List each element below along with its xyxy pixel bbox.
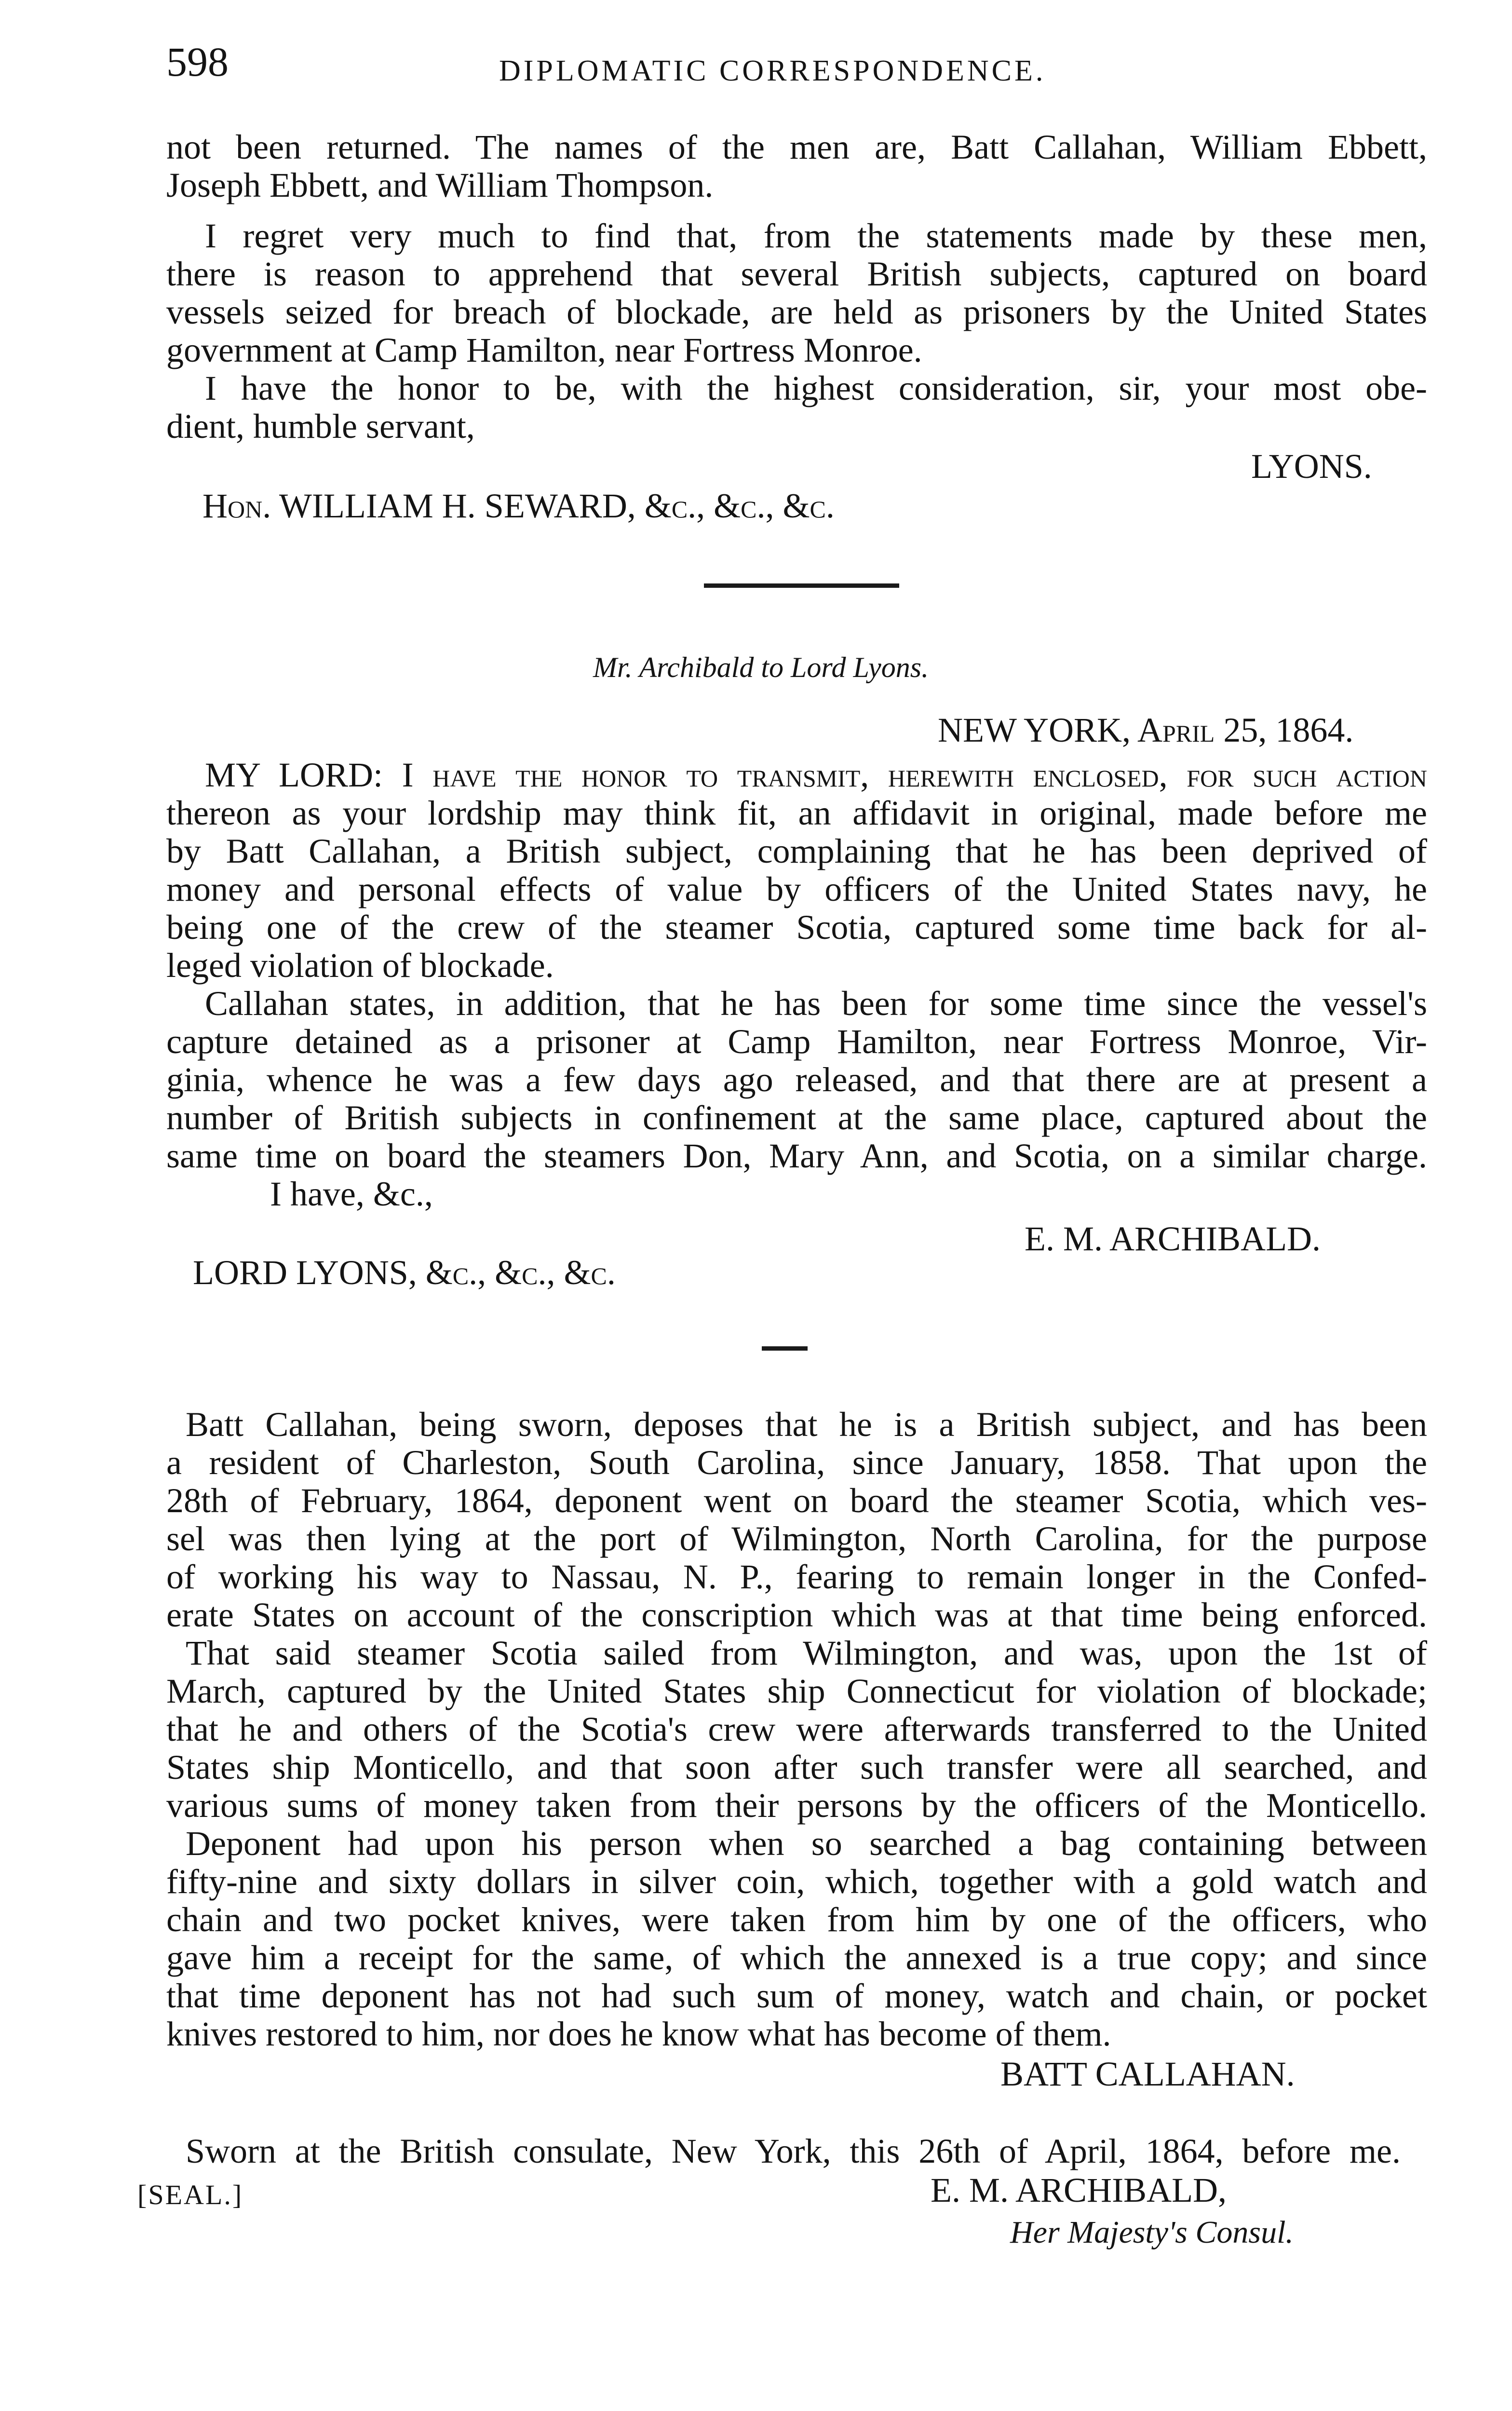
- letter2-line-7: Callahan states, in addition, that he has been for some time since the vessel's: [205, 984, 1427, 1023]
- letter2-line-8: capture detained as a prisoner at Camp Hamilton, near Fortress Monroe, Vir-: [166, 1022, 1427, 1061]
- seal-label: [SEAL.]: [137, 2179, 243, 2210]
- affidavit-signature: BATT CALLAHAN.: [1000, 2055, 1295, 2093]
- letter2-line-4: money and personal effects of value by officers of the United States navy, he: [166, 870, 1427, 908]
- letter1-line-8: dient, humble servant,: [166, 407, 475, 446]
- section-rule: [704, 583, 899, 588]
- consul-name: E. M. ARCHIBALD,: [931, 2171, 1227, 2209]
- letter2-addressee: LORD LYONS, &c., &c., &c.: [193, 1253, 616, 1292]
- letter2-line-9: ginia, whence he was a few days ago released, and that there are at present a: [166, 1060, 1427, 1099]
- affidavit-line-14: chain and two pocket knives, were taken from him by one of the officers, who: [166, 1900, 1427, 1939]
- letter1-line-3: I regret very much to find that, from the statements made by these men,: [205, 217, 1427, 255]
- letter1-signature: LYONS.: [1251, 447, 1372, 486]
- consul-title: Her Majesty's Consul.: [1010, 2215, 1294, 2250]
- affidavit-line-17: knives restored to him, nor does he know what has become of them.: [166, 2015, 1111, 2053]
- affidavit-line-12: Deponent had upon his person when so searched a bag containing between: [186, 1824, 1427, 1863]
- letter2-line-5: being one of the crew of the steamer Scotia, captured some time back for al-: [166, 908, 1427, 947]
- letter1-addressee: Hon. WILLIAM H. SEWARD, &c., &c., &c.: [202, 487, 835, 525]
- affidavit-line-11: various sums of money taken from their persons by the officers of the Monticello.: [166, 1786, 1427, 1825]
- letter2-signature: E. M. ARCHIBALD.: [1025, 1219, 1321, 1258]
- letter2-closing: I have, &c.,: [270, 1175, 433, 1213]
- affidavit-line-4: sel was then lying at the port of Wilmington, North Carolina, for the purpose: [166, 1519, 1427, 1558]
- letter2-line-2: thereon as your lordship may think fit, an affidavit in original, made before me: [166, 794, 1427, 832]
- affidavit-line-10: States ship Monticello, and that soon after such transfer were all searched, and: [166, 1748, 1427, 1787]
- affidavit-line-5: of working his way to Nassau, N. P., fearing to remain longer in the Confed-: [166, 1558, 1427, 1596]
- affidavit-line-6: erate States on account of the conscription which was at that time being enforced.: [166, 1596, 1427, 1634]
- letter2-line-1: MY LORD: I have the honor to transmit, herewith enclosed, for such action: [205, 756, 1427, 794]
- affidavit-line-3: 28th of February, 1864, deponent went on board the steamer Scotia, which ves-: [166, 1481, 1427, 1520]
- affidavit-line-15: gave him a receipt for the same, of which the annexed is a true copy; and since: [166, 1938, 1427, 1977]
- affidavit-line-7: That said steamer Scotia sailed from Wilmington, and was, upon the 1st of: [186, 1634, 1427, 1672]
- letter2-line-10: number of British subjects in confinement at the same place, captured about the: [166, 1098, 1427, 1137]
- letter2-heading: Mr. Archibald to Lord Lyons.: [593, 651, 929, 683]
- affidavit-line-16: that time deponent has not had such sum of money, watch and chain, or pocket: [166, 1977, 1427, 2015]
- letter1-line-2: Joseph Ebbett, and William Thompson.: [166, 166, 714, 204]
- letter1-line-1: not been returned. The names of the men are, Batt Callahan, William Ebbett,: [166, 128, 1427, 166]
- running-title: DIPLOMATIC CORRESPONDENCE.: [499, 54, 1046, 87]
- letter1-line-5: vessels seized for breach of blockade, are held as prisoners by the United States: [166, 293, 1427, 331]
- page-number: 598: [166, 39, 229, 85]
- letter2-line-3: by Batt Callahan, a British subject, complaining that he has been deprived of: [166, 832, 1427, 870]
- letter2-dateline: NEW YORK, April 25, 1864.: [938, 711, 1354, 749]
- affidavit-line-1: Batt Callahan, being sworn, deposes that he is a British subject, and has been: [186, 1405, 1427, 1444]
- short-rule: [762, 1346, 808, 1351]
- letter2-line-11: same time on board the steamers Don, Mary Ann, and Scotia, on a similar charge.: [166, 1137, 1427, 1175]
- affidavit-line-8: March, captured by the United States ship Connecticut for violation of blockade;: [166, 1672, 1427, 1710]
- affidavit-line-2: a resident of Charleston, South Carolina, since January, 1858. That upon the: [166, 1443, 1427, 1482]
- letter1-line-4: there is reason to apprehend that several British subjects, captured on board: [166, 255, 1427, 293]
- letter1-line-6: government at Camp Hamilton, near Fortress Monroe.: [166, 331, 922, 369]
- letter2-line-6: leged violation of blockade.: [166, 946, 554, 985]
- letter1-line-7: I have the honor to be, with the highest consideration, sir, your most obe-: [205, 369, 1427, 407]
- affidavit-jurat: Sworn at the British consulate, New York, this 26th of April, 1864, before me.: [186, 2132, 1401, 2170]
- affidavit-line-13: fifty-nine and sixty dollars in silver coin, which, together with a gold watch and: [166, 1862, 1427, 1901]
- affidavit-line-9: that he and others of the Scotia's crew were afterwards transferred to the United: [166, 1710, 1427, 1748]
